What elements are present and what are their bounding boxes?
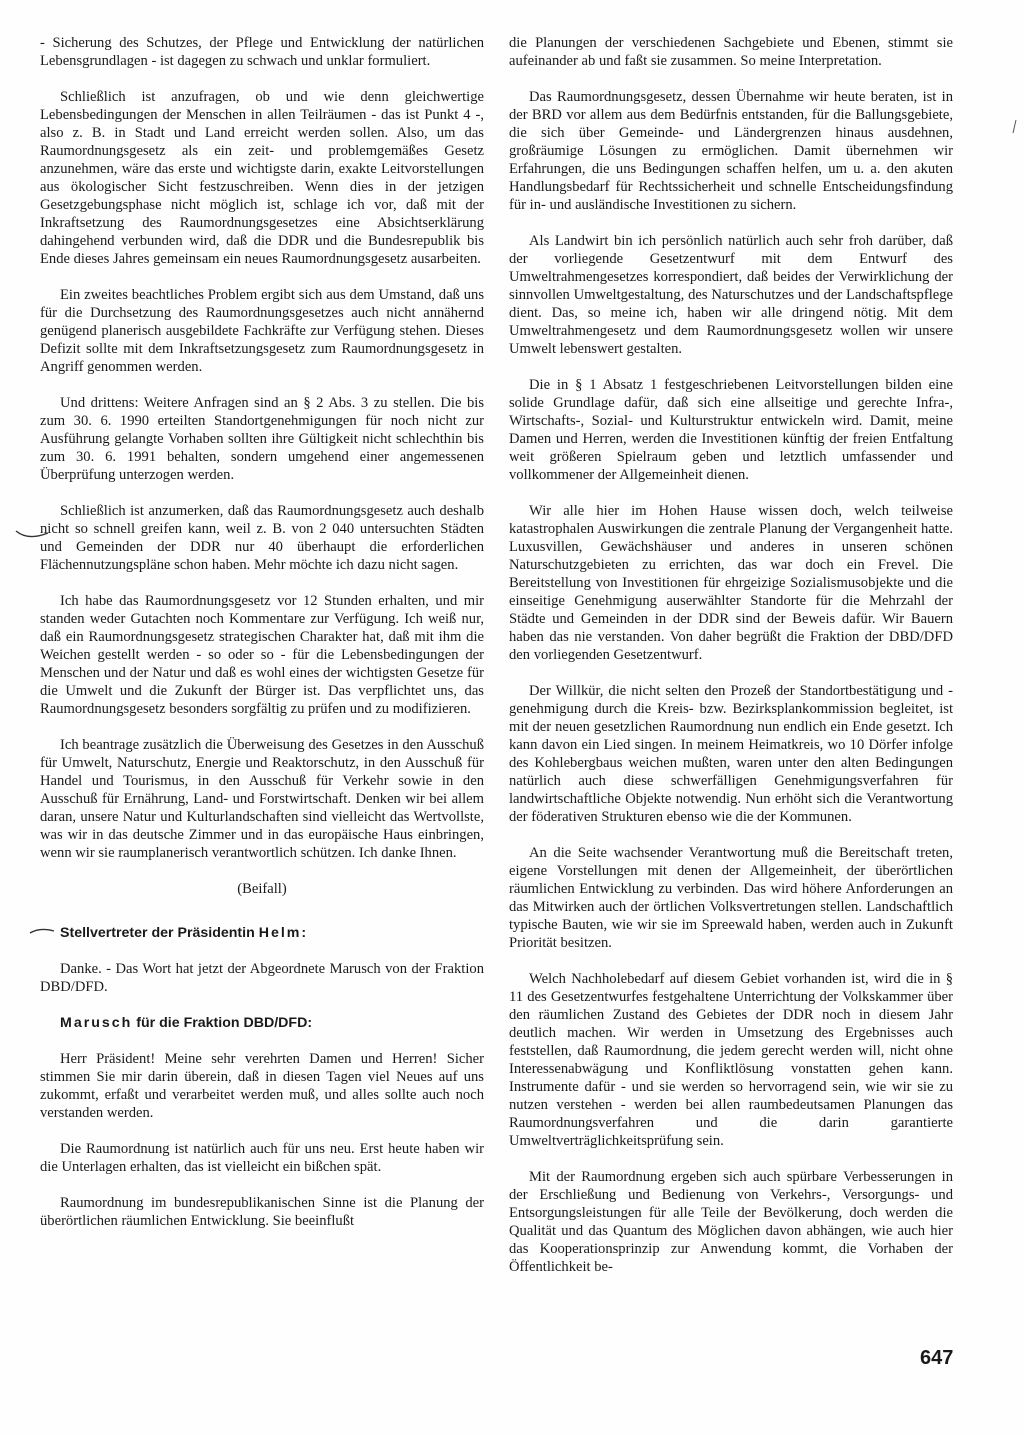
left-column — [40, 34, 484, 1248]
paragraph: Ein zweites beachtliches Problem ergibt sich aus dem Umstand, daß uns für die Durchsetzung des Raumordnungsgesetzes auch nicht annähernd genügend planerisch ausgebildete Fachkräfte zur Verfügung stehen. Dieses Defizit sollte mit dem Inkraftsetzungsgesetz zum Raumordnungsgesetz in Angriff genommen werden. — [40, 287, 484, 375]
speaker-faction: für die Fraktion DBD/DFD: — [132, 1015, 313, 1031]
paragraph: - Sicherung des Schutzes, der Pflege und Entwicklung der natürlichen Lebensgrundlagen - ist dagegen zu schwach und unklar formuliert. — [40, 35, 484, 69]
paragraph: Und drittens: Weitere Anfragen sind an § 2 Abs. 3 zu stellen. Die bis zum 30. 6. 1990 erteilten Standortgenehmigungen für noch nicht zur Ausführung gelangte Vorhaben sollten ihre Gültigkeit nicht schlechthin bis zum 30. 6. 1991 behalten, sondern umgehend einer angemessenen Überprüfung unterzogen werden. — [40, 395, 484, 483]
pencil-mark-icon — [14, 525, 54, 545]
paragraph: Schließlich ist anzumerken, daß das Raumordnungsgesetz auch deshalb nicht so schnell greifen kann, weil z. B. von 2 040 untersuchten Städten und Gemeinden der DDR nur 40 überhaupt die erforderlichen Flächennutzungspläne schon haben. Mehr möchte ich dazu nicht sagen. — [40, 503, 484, 573]
paragraph: Wir alle hier im Hohen Hause wissen doch, welch teilweise katastrophalen Auswirkungen die zentrale Planung der Vergangenheit hatte. Luxusvillen, Gewächshäuser und anderes in unseren schönen Naturschutzgebieten zu errichten, das war doch ein Frevel. Die Bereitstellung von Investitionen für ehrgeizige Sozialismusobjekte und die einseitige Genehmigung auserwählter Standorte für die Mehrzahl der Städte und Gemeinden in der DDR sind der Beweis dafür. Wir Bauern haben das nie verstanden. Von daher begrüßt die Fraktion der DBD/DFD den vorliegenden Gesetzentwurf. — [509, 503, 953, 663]
paragraph: Der Willkür, die nicht selten den Prozeß der Standortbestätigung und -genehmigung durch die Kreis- bzw. Bezirksplankommission begleitet, ist mit der neuen gesetzlichen Raumordnung nun endlich ein Ende gesetzt. Ich kann davon ein Lied singen. In meinem Heimatkreis, wo 10 Dörfer infolge des Kohlebergbaus weichen mußten, waren unter den alten Bedingungen natürlich auch diese schwerfälligen Genehmigungsverfahren für landwirtschaftliche Objekte notwendig. Nun erhöht sich die Verantwortung der föderativen Strukturen ebenso wie die der Kommunen. — [509, 683, 953, 825]
paragraph: Schließlich ist anzufragen, ob und wie denn gleichwertige Lebensbedingungen der Menschen in allen Teilräumen - das ist Punkt 4 -, also z. B. in Stadt und Land erreicht werden sollen. Also, um das Raumordnungsgesetz als ein zeit- und problemgemäßes Gesetz anzunehmen, wäre das erste und wichtigste darin, exakte Leitvorstellungen aus ökologischer Sicht festzuschreiben. Wenn dies in der jetzigen Gesetzgebungsphase nicht möglich ist, schlage ich vor, daß mit der Inkraftsetzung des Raumordnungsgesetzes eine Absichtserklärung dahingehend verbunden wird, daß die DDR und die Bundesrepublik bis Ende dieses Jahres gemeinsam ein neues Raumordnungsgesetz ausarbeiten. — [40, 89, 484, 267]
paragraph: Das Raumordnungsgesetz, dessen Übernahme wir heute beraten, ist in der BRD vor allem aus dem Bedürfnis entstanden, für die Ballungsgebiete, die sich über Gemeinde- und Ländergrenzen hinaus ausdehnen, großräumige Lösungen zu ermöglichen. Damit übernehmen wir Erfahrungen, die uns Bedingungen schaffen helfen, um u. a. den akuten Handlungsbedarf für Rechtssicherheit und schnelle Entscheidungsfindung für in- und ausländische Investitionen zu sichern. — [509, 89, 953, 213]
speaker-role: Stellvertreter der Präsidentin — [60, 925, 259, 941]
paragraph: Mit der Raumordnung ergeben sich auch spürbare Verbesserungen in der Erschließung und Bedienung von Verkehrs-, Versorgungs- und Entsorgungsleistungen für alle Teile der Bevölkerung, doch werden die Qualität und das Quantum des Möglichen davon abhängen, wie auch hier das Kooperationsprinzip zur Anwendung kommt, die Vorhaben der Öffentlichkeit be- — [509, 1169, 953, 1275]
right-column — [509, 34, 953, 1294]
margin-tick-icon — [1010, 118, 1020, 136]
speaker-colon: : — [301, 925, 307, 941]
paragraph: An die Seite wachsender Verantwortung muß die Bereitschaft treten, eigene Vorstellungen mit denen der Allgemeinheit, der überörtlichen räumlichen Entwicklung zu verbinden. Das wird höhere Anforderungen an das Mitwirken auch der örtlichen Volksvertretungen stellen. Landschaftlich typische Bauten, wie wir sie im Spreewald haben, werden auch in Zukunft Priorität besitzen. — [509, 845, 953, 951]
paragraph: Raumordnung im bundesrepublikanischen Sinne ist die Planung der überörtlichen räumlichen Entwicklung. Sie beeinflußt — [40, 1195, 484, 1229]
speaker-heading — [40, 924, 484, 942]
page-number: 647 — [920, 1347, 954, 1369]
applause-note: (Beifall) — [237, 881, 287, 897]
speaker-heading — [40, 1014, 484, 1032]
paragraph: Die Raumordnung ist natürlich auch für uns neu. Erst heute haben wir die Unterlagen erhalten, das ist vielleicht ein bißchen spät. — [40, 1141, 484, 1175]
paragraph: Ich beantrage zusätzlich die Überweisung des Gesetzes in den Ausschuß für Umwelt, Naturschutz, Energie und Reaktorschutz, in den Ausschuß für Handel und Tourismus, in den Ausschuß für Verkehr sowie in den Ausschuß für Ernährung, Land- und Forstwirtschaft. Denken wir bei allem daran, unsere Natur und Kulturlandschaften sind vielleicht das Wertvollste, was wir in das deutsche Zimmer und in das europäische Haus einbringen, wenn wir sie raumplanerisch verantwortlich schützen. Ich danke Ihnen. — [40, 737, 484, 861]
paragraph: Welch Nachholebedarf auf diesem Gebiet vorhanden ist, wird die in § 11 des Gesetzentwurfes festgehaltene Unterrichtung der Volkskammer über den räumlichen Zustand des Gebietes der DDR noch in diesem Jahr deutlich machen. Wir werden in Umsetzung des Ergebnisses auch feststellen, daß Raumordnung, die jedem gerecht werden will, nicht ohne Interessenabwägung und Konfliktlösung vonstatten gehen kann. Instrumente dafür - und sie werden so hervorragend sein, wie wir sie zu nutzen verstehen - werden bei allen raumbedeutsamen Planungen das Raumordnungsverfahren und die darin garantierte Umweltverträglichkeitsprüfung sein. — [509, 971, 953, 1149]
speaker-name: Helm — [258, 925, 302, 941]
paragraph: Herr Präsident! Meine sehr verehrten Damen und Herren! Sicher stimmen Sie mir darin überein, daß in diesen Tagen viel Neues auf uns zukommt, erfaßt und verarbeitet werden muß, und alles sollte auch noch verstanden werden. — [40, 1051, 484, 1121]
paragraph: Als Landwirt bin ich persönlich natürlich auch sehr froh darüber, daß der vorliegende Gesetzentwurf mit dem Entwurf des Umweltrahmengesetzes korrespondiert, daß beides der Verwirklichung der sinnvollen Umweltgestaltung, des Naturschutzes und der Landschaftspflege dient. Das, so meine ich, haben wir alle dringend nötig. Mit dem Umweltrahmengesetz und dem Raumordnungsgesetz wollen wir unsere Umwelt lebenswert gestalten. — [509, 233, 953, 357]
paragraph: Ich habe das Raumordnungsgesetz vor 12 Stunden erhalten, und mir standen weder Gutachten noch Kommentare zur Verfügung. Ich weiß nur, daß ein Raumordnungsgesetz strategischen Charakter hat, daß mit ihm die Weichen gestellt werden - so oder so - für die Lebensbedingungen der Menschen und der Natur und daß es wohl eines der wichtigsten Gesetze für die Umwelt und die Zukunft der Bürger ist. Das verpflichtet uns, das Raumordnungsgesetz besonders sorgfältig zu prüfen und zu modifizieren. — [40, 593, 484, 717]
paragraph: Die in § 1 Absatz 1 festgeschriebenen Leitvorstellungen bilden eine solide Grundlage dafür, daß sich eine allseitige und gerechte Infra-, Wirtschafts-, Sozial- und Kulturstruktur entwickeln wird. Damit, meine Damen und Herren, werden die Investitionen künftig der freien Entfaltung weit größeren Spielraum geben und letztlich umfassender und vollkommener der Allgemeinheit dienen. — [509, 377, 953, 483]
paragraph: Danke. - Das Wort hat jetzt der Abgeordnete Marusch von der Fraktion DBD/DFD. — [40, 961, 484, 995]
speaker-name: Marusch — [60, 1015, 133, 1031]
pencil-mark-icon — [28, 925, 58, 939]
paragraph: die Planungen der verschiedenen Sachgebiete und Ebenen, stimmt sie aufeinander ab und faßt sie zusammen. So meine Interpretation. — [509, 35, 953, 69]
